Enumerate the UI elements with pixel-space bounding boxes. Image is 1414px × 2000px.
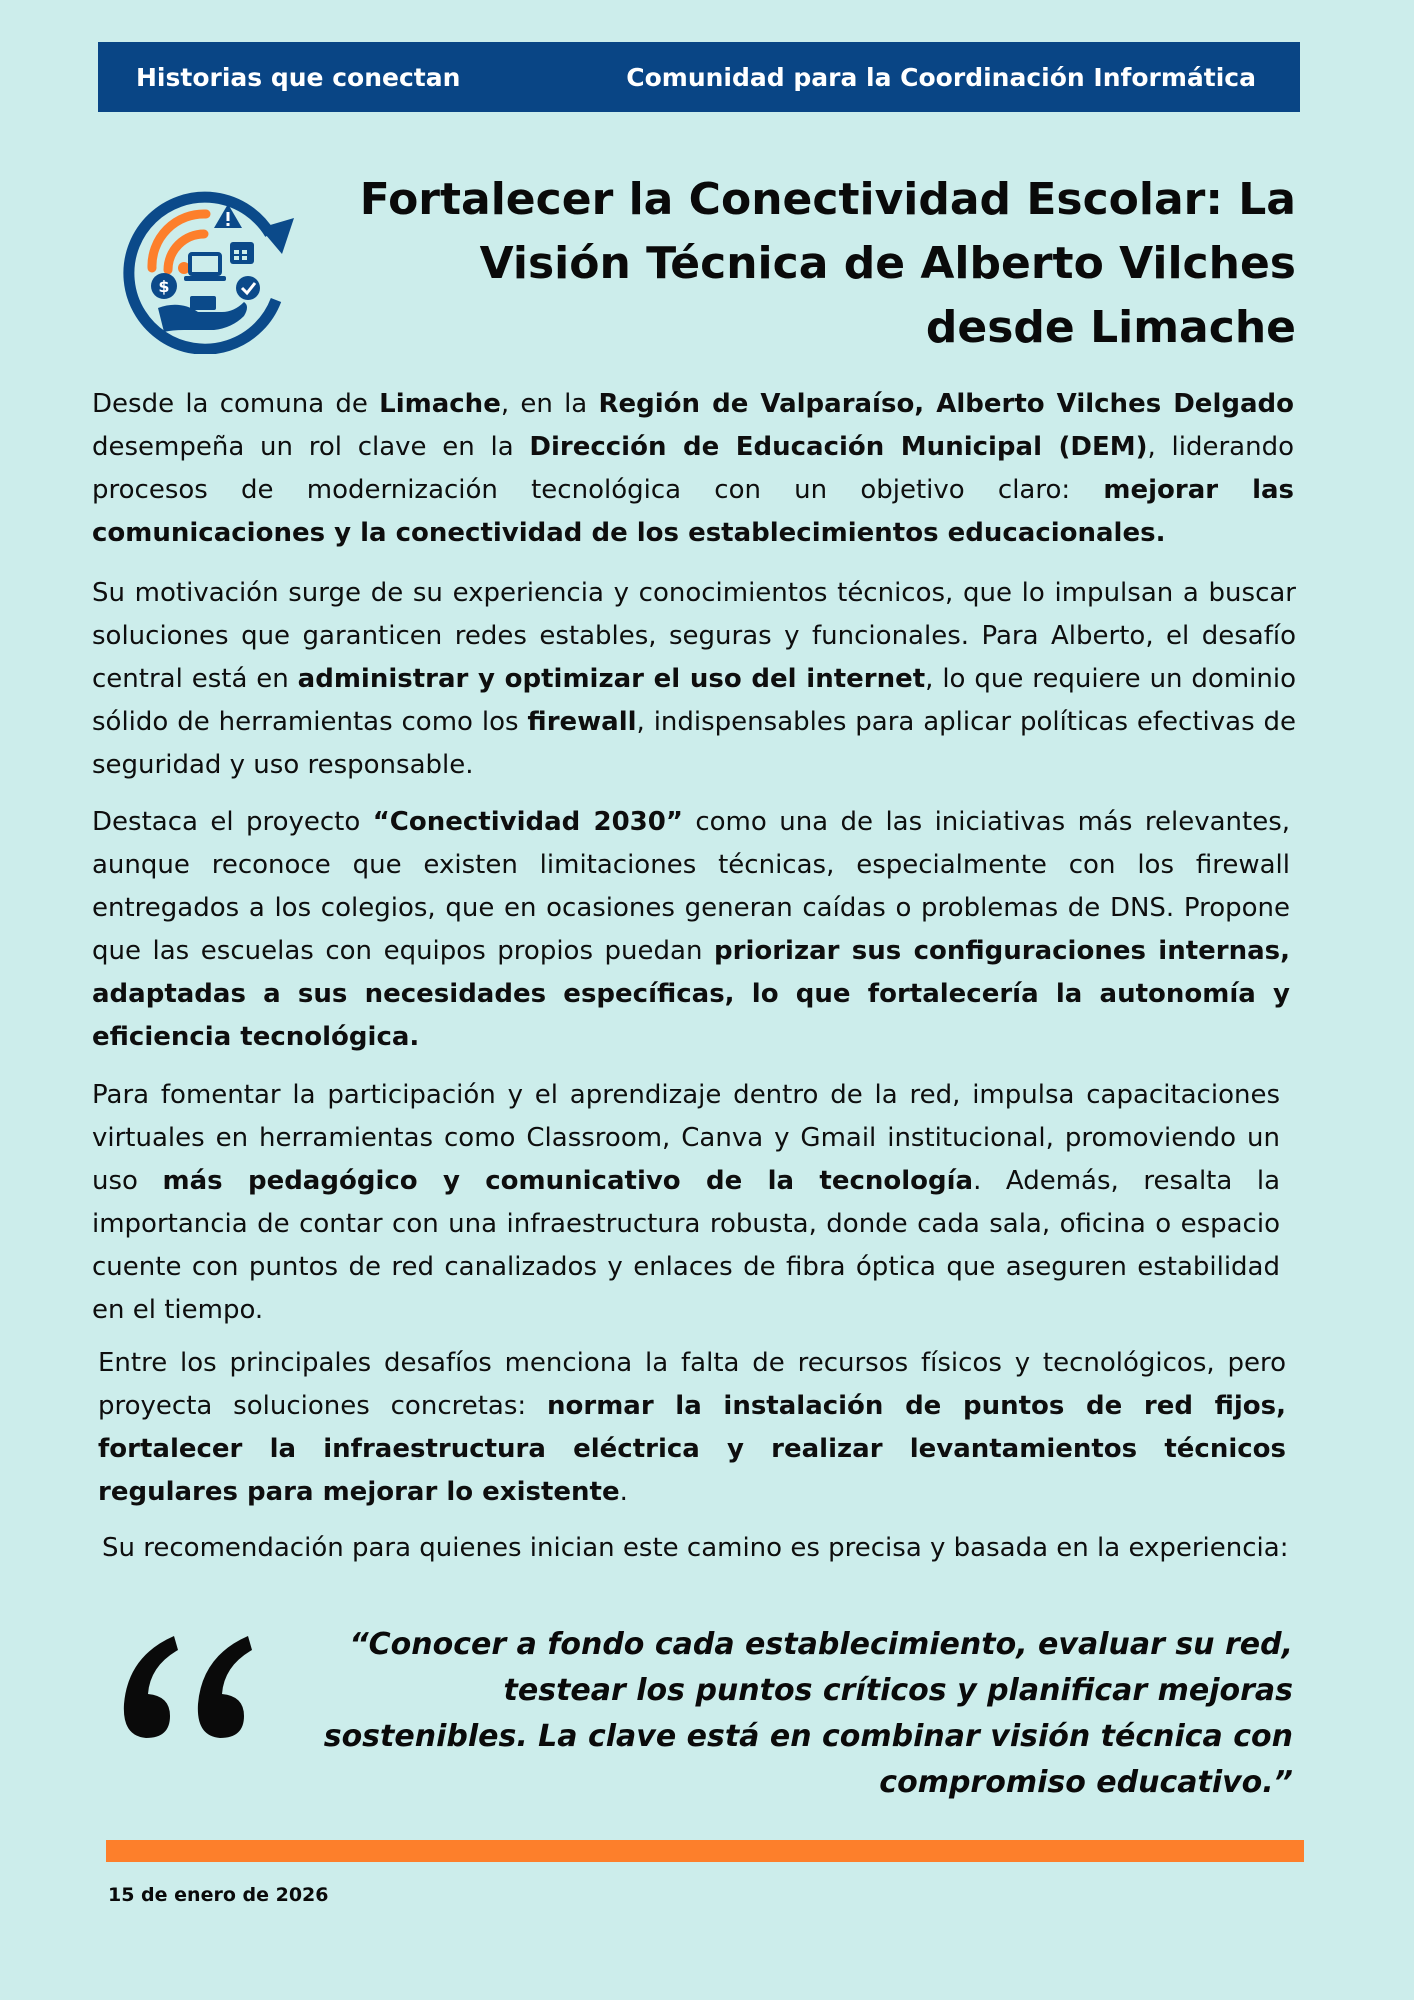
bold-text: normar la instalación de puntos de red fijos, fortalecer la infraestructura eléctrica y realizar levantamientos técnicos regulares para mejorar lo existente [98, 1391, 1286, 1507]
text: Para fomentar la participación y el aprendizaje dentro de la red, impulsa capacitaciones virtuales en herramientas como Classroom, Canva y Gmail institucional, promoviendo un uso [92, 1080, 1280, 1196]
paragraph-6 [102, 1527, 1290, 1570]
paragraph-5 [98, 1342, 1286, 1514]
text: . [619, 1477, 628, 1507]
bold-text: más pedagógico y comunicativo de la tecnología [162, 1166, 974, 1196]
paragraph-2 [92, 572, 1296, 787]
text: . Además, resalta la importancia de contar con una infraestructura robusta, donde cada sala, oficina o espacio cuente con puntos de red canalizados y enlaces de fibra óptica que aseguren estabilidad en el tiempo. [92, 1166, 1281, 1325]
text: Su motivación surge de su experiencia y conocimientos técnicos, que lo impulsan a buscar soluciones que garanticen redes estables, seguras y funcionales. Para Alberto, el desafío central está en [92, 578, 1296, 694]
footer-accent-bar [106, 1840, 1304, 1862]
text: Entre los principales desafíos menciona la falta de recursos físicos y tecnológicos, pero proyecta soluciones concretas: [98, 1348, 1286, 1421]
text: , en la [500, 389, 599, 419]
text: , liderando procesos de modernización tecnológica con un objetivo claro: [92, 432, 1294, 505]
bold-text: priorizar sus configuraciones internas, adaptadas a sus necesidades específicas, lo que fortalecería la autonomía y eficiencia tecnológica. [92, 936, 1291, 1052]
text: , lo que requiere un dominio sólido de herramientas como los [92, 664, 1296, 737]
connectivity-hand-icon [118, 182, 298, 354]
text: desempeña un rol clave en la [92, 432, 530, 462]
paragraph-1 [92, 383, 1294, 555]
bold-text: Limache [379, 389, 501, 419]
publication-date: 15 de enero de 2026 [108, 1884, 329, 1906]
bold-text: firewall [527, 707, 637, 737]
article-title: Fortalecer la Conectividad Escolar: La Visión Técnica de Alberto Vilches desde Limache [359, 174, 1296, 353]
header-left-text: Historias que conectan [136, 62, 461, 92]
text: , indispensables para aplicar políticas efectivas de seguridad y uso responsable. [92, 707, 1297, 780]
text: Su recomendación para quienes inician este camino es precisa y basada en la experiencia: [102, 1533, 1289, 1563]
paragraph-3 [92, 801, 1290, 1059]
bold-text: Dirección de Educación Municipal (DEM) [529, 432, 1148, 462]
bold-text: Región de Valparaíso, Alberto Vilches Delgado [598, 389, 1294, 419]
header-right-text: Comunidad para la Coordinación Informática [626, 62, 1256, 92]
header-bar [98, 42, 1300, 112]
bold-text: “Conectividad 2030” [372, 807, 683, 837]
quote-icon [116, 1632, 256, 1742]
paragraph-4 [92, 1074, 1280, 1332]
text: Desde la comuna de [92, 389, 380, 419]
text: como una de las iniciativas más relevantes, aunque reconoce que existen limitaciones técnicas, especialmente con los firewall entregados a los colegios, que en ocasiones generan caídas o problemas de DNS. Propone que las escuelas con equipos propios puedan [92, 807, 1291, 966]
pull-quote: “Conocer a fondo cada establecimiento, evaluar su red, testear los puntos críticos y planificar mejoras sostenibles. La clave está en combinar visión técnica con compromiso educativo.” [323, 1627, 1293, 1800]
svg-text:$: $ [158, 277, 170, 296]
bold-text: mejorar las comunicaciones y la conectividad de los establecimientos educacionales. [92, 475, 1294, 548]
text: Destaca el proyecto [92, 807, 373, 837]
bold-text: administrar y optimizar el uso del internet [297, 664, 926, 694]
